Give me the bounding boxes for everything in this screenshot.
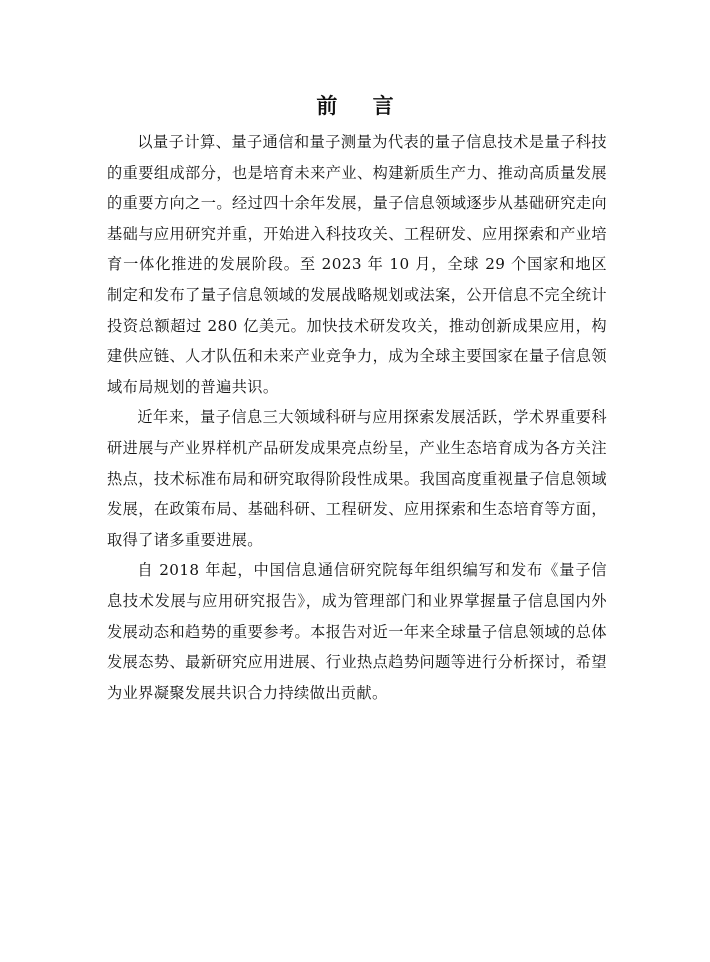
paragraph-1: 以量子计算、量子通信和量子测量为代表的量子信息技术是量子科技的重要组成部分，也是培育未来产业、构建新质生产力、推动高质量发展的重要方向之一。经过四十余年发展，量子信息领域逐步从基础研究走向基础与应用研究并重，开始进入科技攻关、工程研发、应用探索和产业培育一体化推进的发展阶段。至 2023 年 10 月，全球 29 个国家和地区制定和发布了量子信息领域的发展战略规划或法案，公开信息不完全统计投资总额超过 280 亿美元。加快技术研发攻关，推动创新成果应用，构建供应链、人才队伍和未来产业竞争力，成为全球主要国家在量子信息领域布局规划的普遍共识。 — [107, 133, 607, 396]
paragraph-3: 自 2018 年起，中国信息通信研究院每年组织编写和发布《量子信息技术发展与应用研究报告》，成为管理部门和业界掌握量子信息国内外发展动态和趋势的重要参考。本报告对近一年来全球量子信息领域的总体发展态势、最新研究应用进展、行业热点趋势问题等进行分析探讨，希望为业界凝聚发展共识合力持续做出贡献。 — [107, 561, 607, 702]
page-title: 前 言 — [316, 94, 408, 118]
paragraph-2: 近年来，量子信息三大领域科研与应用探索发展活跃，学术界重要科研进展与产业界样机产品研发成果亮点纷呈，产业生态培育成为各方关注热点，技术标准布局和研究取得阶段性成果。我国高度重视量子信息领域发展，在政策布局、基础科研、工程研发、应用探索和生态培育等方面，取得了诸多重要进展。 — [107, 408, 607, 549]
document-body — [107, 127, 607, 708]
